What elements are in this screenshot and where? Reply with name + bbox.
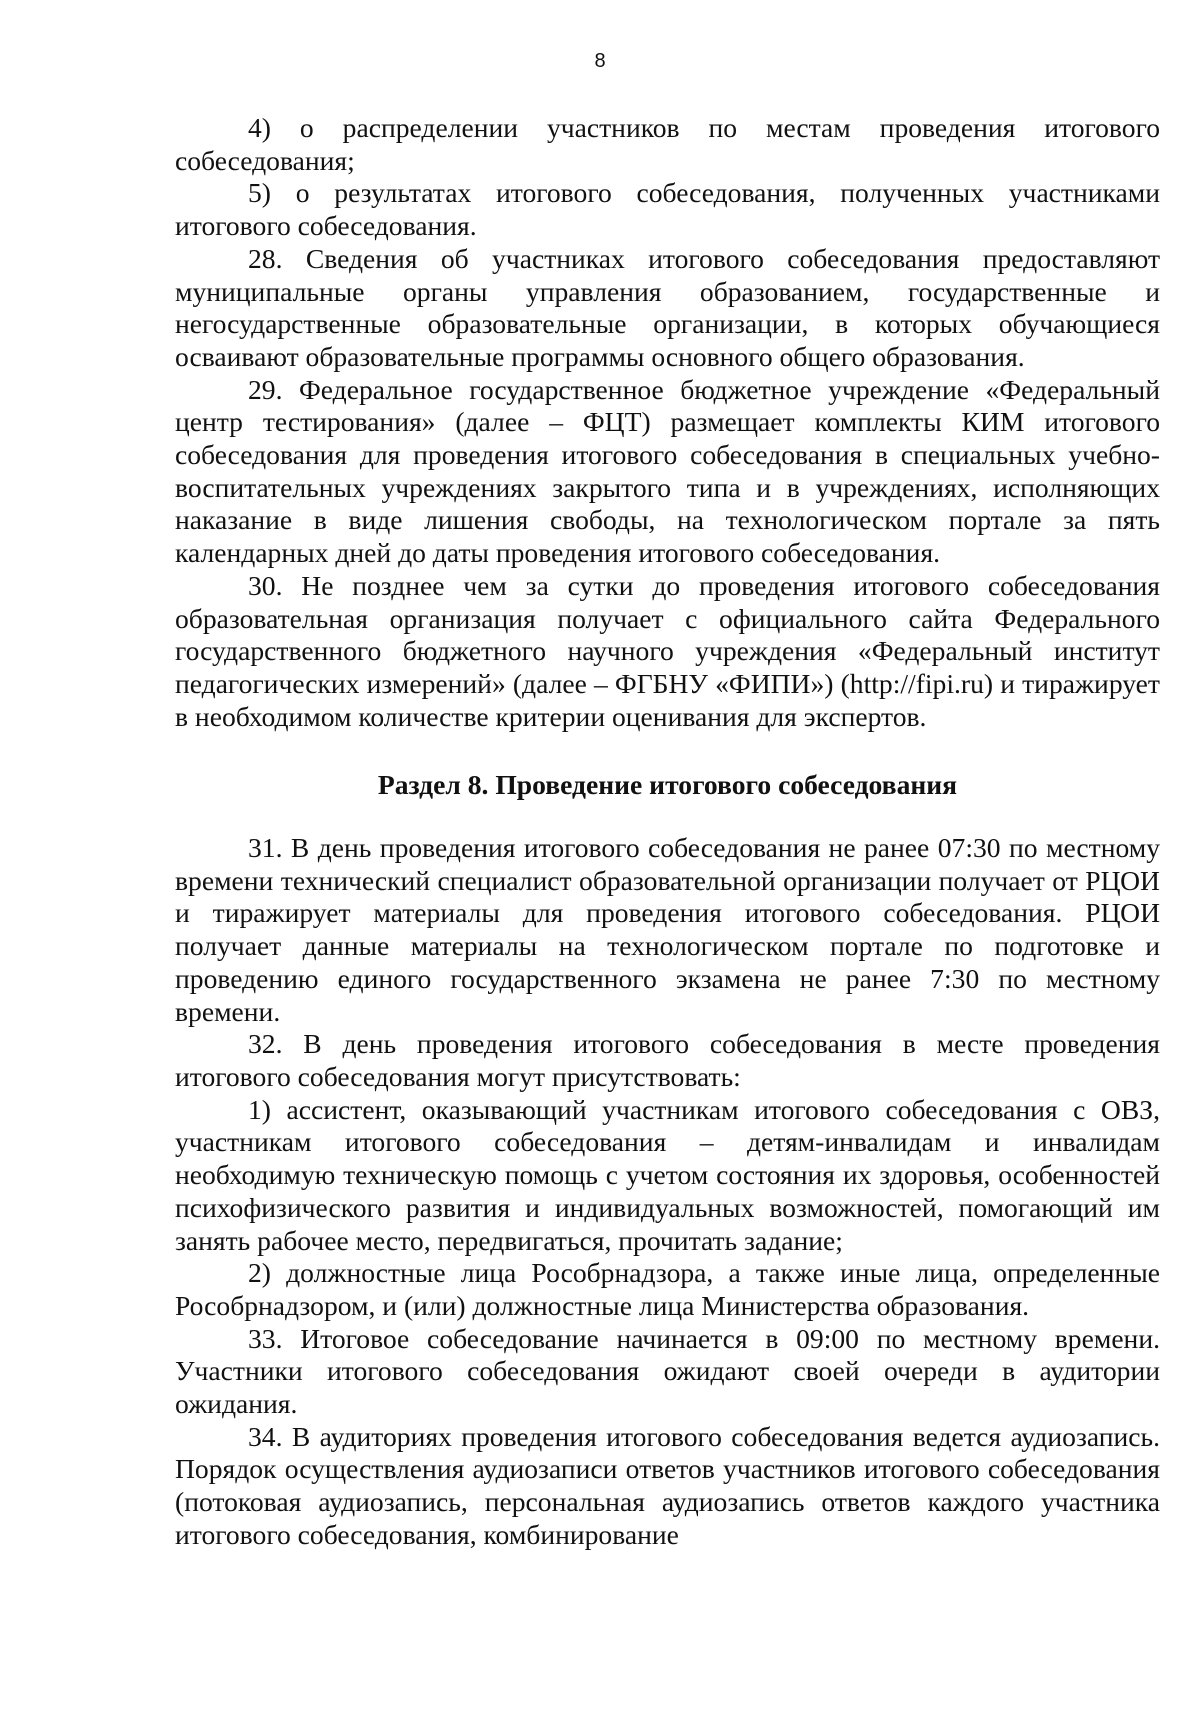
paragraph-item-5: 5) о результатах итогового собеседования, полученных участниками итогового собеседования. [175, 177, 1160, 242]
paragraph-33: 33. Итоговое собеседование начинается в 09:00 по местному времени. Участники итогового собеседования ожидают своей очереди в аудитории ожидания. [175, 1322, 1160, 1420]
paragraph-29: 29. Федеральное государственное бюджетное учреждение «Федеральный центр тестирования» (далее – ФЦТ) размещает комплекты КИМ итогового собеседования для проведения итогового собеседования в специальных учебно-воспитательных учреждениях закрытого типа и в учреждениях, исполняющих наказание в виде лишения свободы, на технологическом портале за пять календарных дней до даты проведения итогового собеседования. [175, 373, 1160, 569]
section-heading: Раздел 8. Проведение итогового собеседования [377, 769, 958, 801]
paragraph-item-4: 4) о распределении участников по местам проведения итогового собеседования; [175, 112, 1160, 176]
document-body [175, 112, 1160, 1552]
paragraph-34: 34. В аудиториях проведения итогового собеседования ведется аудиозапись. Порядок осуществления аудиозаписи ответов участников итогового собеседования (потоковая аудиозапись, персональная аудиозапись ответов каждого участника итогового собеседования, комбинирование [175, 1420, 1160, 1550]
paragraph-32-item-1: 1) ассистент, оказывающий участникам итогового собеседования с ОВЗ, участникам итогового собеседования – детям-инвалидам и инвалидам необходимую техническую помощь с учетом состояния их здоровья, особенностей психофизического развития и индивидуальных возможностей, помогающий им занять рабочее место, передвигаться, прочитать задание; [175, 1093, 1160, 1256]
paragraph-31: 31. В день проведения итогового собеседования не ранее 07:30 по местному времени технический специалист образовательной организации получает от РЦОИ и тиражирует материалы для проведения итогового собеседования. РЦОИ получает данные материалы на технологическом портале по подготовке и проведению единого государственного экзамена не ранее 7:30 по местному времени. [175, 832, 1160, 1027]
page-number: 8 [594, 50, 606, 72]
paragraph-32-item-2: 2) должностные лица Рособрнадзора, а также иные лица, определенные Рособрнадзором, и (или) должностные лица Министерства образования. [175, 1257, 1160, 1321]
paragraph-32: 32. В день проведения итогового собеседования в месте проведения итогового собеседования могут присутствовать: [175, 1028, 1160, 1092]
paragraph-30: 30. Не позднее чем за сутки до проведения итогового собеседования образовательная организация получает с официального сайта Федерального государственного бюджетного научного учреждения «Федеральный институт педагогических измерений» (далее – ФГБНУ «ФИПИ») (http://fipi.ru) и тиражирует в необходимом количестве критерии оценивания для экспертов. [175, 569, 1160, 732]
paragraph-28: 28. Сведения об участниках итогового собеседования предоставляют муниципальные органы управления образованием, государственные и негосударственные образовательные организации, в которых обучающиеся осваивают образовательные программы основного общего образования. [175, 242, 1160, 372]
